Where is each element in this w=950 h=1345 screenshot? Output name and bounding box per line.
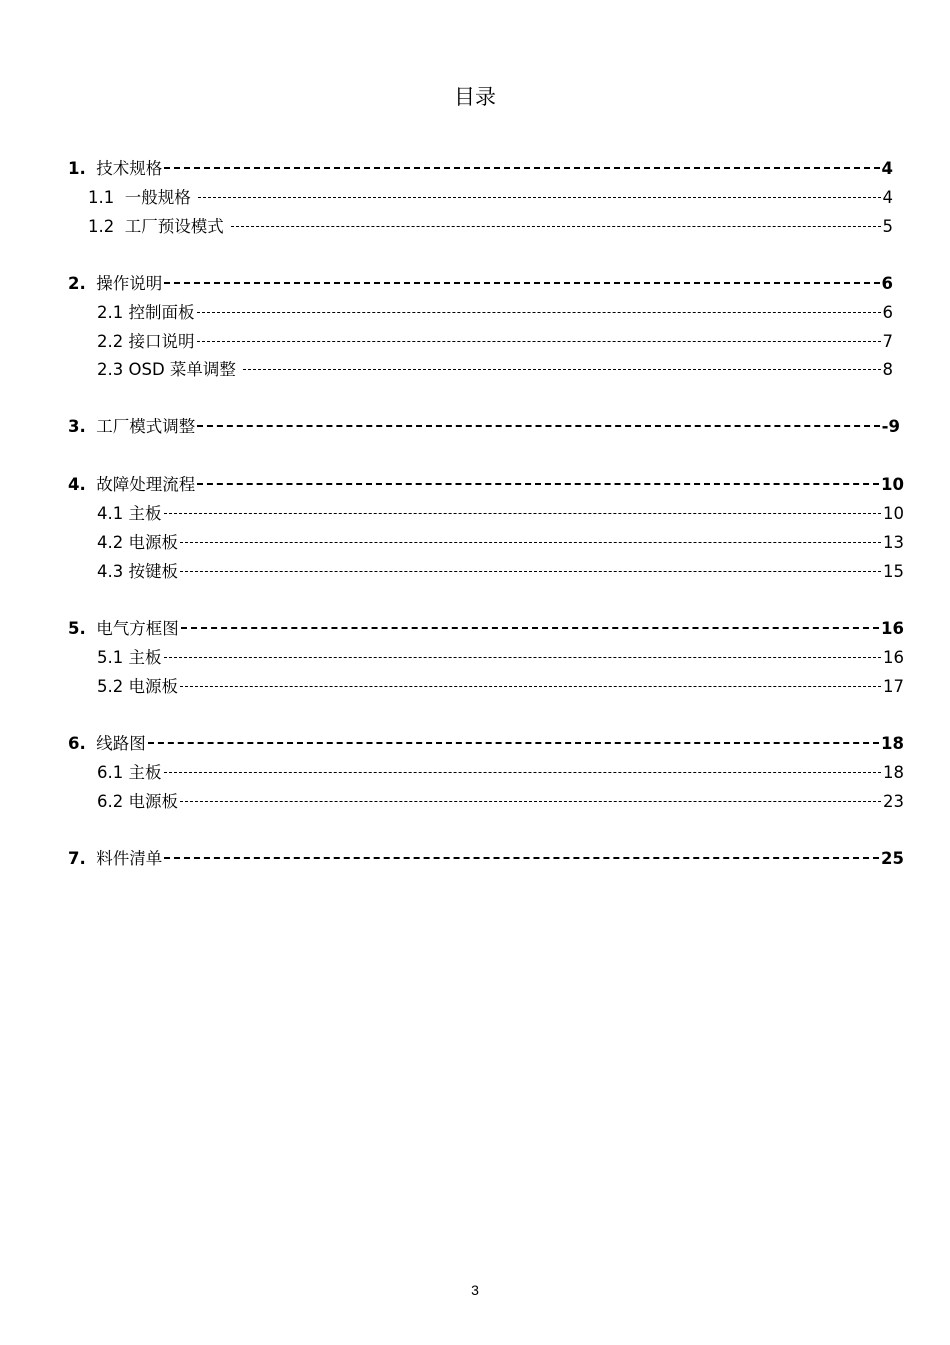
toc-entry-label: 电源板 bbox=[128, 533, 178, 552]
toc-entry-2-2[interactable] bbox=[97, 331, 893, 353]
toc-leader bbox=[164, 772, 882, 773]
toc-entry-number: 6. bbox=[68, 734, 86, 753]
toc-leader bbox=[180, 801, 881, 802]
toc-entry-page: 16 bbox=[881, 619, 904, 638]
toc-entry-label: 一般规格 bbox=[124, 188, 191, 207]
toc-leader bbox=[164, 657, 882, 658]
toc-entry-number: 4.1 bbox=[97, 504, 124, 523]
toc-leader bbox=[243, 369, 880, 370]
toc-entry-page: 6 bbox=[881, 274, 893, 293]
toc-entry-page: 16 bbox=[883, 648, 904, 667]
toc-entry-label: 工厂模式调整 bbox=[96, 417, 196, 436]
toc-leader bbox=[197, 483, 879, 485]
toc-entry-number: 2. bbox=[68, 274, 86, 293]
toc-entry-page: -9 bbox=[881, 417, 900, 436]
toc-entry-number: 5.2 bbox=[97, 677, 124, 696]
toc-entry-number: 1.2 bbox=[88, 217, 115, 236]
toc-entry-label: 主板 bbox=[128, 504, 162, 523]
toc-entry-number: 4.3 bbox=[97, 562, 124, 581]
toc-entry-number: 5.1 bbox=[97, 648, 124, 667]
toc-leader bbox=[181, 627, 879, 629]
toc-entry-label: 电源板 bbox=[128, 792, 178, 811]
toc-entry-number: 6.2 bbox=[97, 792, 124, 811]
toc-entry-label: 电气方框图 bbox=[96, 619, 179, 638]
toc-leader bbox=[148, 742, 879, 744]
toc-entry-number: 1. bbox=[68, 159, 86, 178]
toc-entry-4-1[interactable] bbox=[97, 503, 904, 525]
toc-entry-1[interactable] bbox=[68, 158, 893, 180]
toc-entry-page: 25 bbox=[881, 849, 904, 868]
toc-entry-number: 5. bbox=[68, 619, 86, 638]
toc-entry-label: OSD 菜单调整 bbox=[128, 360, 236, 379]
toc-entry-1-1[interactable] bbox=[88, 187, 893, 209]
toc-leader bbox=[180, 686, 881, 687]
toc-entry-label: 控制面板 bbox=[128, 303, 195, 322]
toc-entry-page: 13 bbox=[883, 533, 904, 552]
toc-entry-number: 4.2 bbox=[97, 533, 124, 552]
toc-entry-2[interactable] bbox=[68, 273, 893, 295]
toc-entry-page: 15 bbox=[883, 562, 904, 581]
toc-entry-label: 电源板 bbox=[128, 677, 178, 696]
toc-entry-page: 8 bbox=[882, 360, 893, 379]
toc-entry-number: 3. bbox=[68, 417, 86, 436]
toc-entry-label: 料件清单 bbox=[96, 849, 163, 868]
toc-entry-page: 10 bbox=[881, 475, 904, 494]
toc-entry-label: 主板 bbox=[128, 648, 162, 667]
toc-leader bbox=[197, 312, 881, 313]
page-number: 3 bbox=[471, 1282, 479, 1298]
toc-entry-4-3[interactable] bbox=[97, 561, 904, 583]
toc-entry-number: 4. bbox=[68, 475, 86, 494]
toc-entry-6-2[interactable] bbox=[97, 791, 904, 813]
toc-entry-number: 7. bbox=[68, 849, 86, 868]
toc-entry-label: 接口说明 bbox=[128, 332, 195, 351]
toc-entry-3[interactable] bbox=[68, 416, 900, 438]
toc-leader bbox=[164, 282, 879, 284]
toc-entry-page: 5 bbox=[882, 217, 893, 236]
toc-entry-number: 2.2 bbox=[97, 332, 124, 351]
toc-entry-1-2[interactable] bbox=[88, 216, 893, 238]
toc-entry-4[interactable] bbox=[68, 474, 904, 496]
toc-title: 目录 bbox=[454, 85, 496, 109]
toc-entry-5-2[interactable] bbox=[97, 676, 904, 698]
toc-entry-page: 4 bbox=[882, 188, 893, 207]
toc-leader bbox=[197, 341, 881, 342]
toc-entry-2-1[interactable] bbox=[97, 302, 893, 324]
toc-entry-number: 1.1 bbox=[88, 188, 115, 207]
toc-leader bbox=[180, 571, 881, 572]
toc-entry-6-1[interactable] bbox=[97, 762, 904, 784]
toc-entry-page: 18 bbox=[883, 763, 904, 782]
toc-entry-page: 23 bbox=[883, 792, 904, 811]
toc-entry-label: 操作说明 bbox=[96, 274, 163, 293]
toc-entry-7[interactable] bbox=[68, 848, 904, 870]
toc-leader bbox=[197, 425, 879, 427]
toc-entry-page: 6 bbox=[882, 303, 893, 322]
toc-leader bbox=[164, 167, 879, 169]
toc-entry-label: 主板 bbox=[128, 763, 162, 782]
toc-entry-page: 7 bbox=[882, 332, 893, 351]
toc-leader bbox=[180, 542, 881, 543]
toc-entry-4-2[interactable] bbox=[97, 532, 904, 554]
toc-entry-label: 故障处理流程 bbox=[96, 475, 196, 494]
toc-entry-page: 4 bbox=[881, 159, 893, 178]
toc-entry-label: 工厂预设模式 bbox=[124, 217, 224, 236]
toc-leader bbox=[198, 197, 881, 198]
toc-entry-number: 6.1 bbox=[97, 763, 124, 782]
toc-entry-label: 按键板 bbox=[128, 562, 178, 581]
toc-entry-5-1[interactable] bbox=[97, 647, 904, 669]
toc-entry-number: 2.3 bbox=[97, 360, 124, 379]
toc-leader bbox=[164, 857, 879, 859]
toc-leader bbox=[164, 513, 882, 514]
toc-entry-page: 18 bbox=[881, 734, 904, 753]
toc-entry-label: 技术规格 bbox=[96, 159, 163, 178]
toc-entry-page: 10 bbox=[883, 504, 904, 523]
toc-entry-5[interactable] bbox=[68, 618, 904, 640]
toc-entry-label: 线路图 bbox=[96, 734, 146, 753]
toc-entry-page: 17 bbox=[883, 677, 904, 696]
toc-entry-number: 2.1 bbox=[97, 303, 124, 322]
toc-entry-2-3[interactable] bbox=[97, 359, 893, 381]
toc-leader bbox=[231, 226, 881, 227]
toc-entry-6[interactable] bbox=[68, 733, 904, 755]
